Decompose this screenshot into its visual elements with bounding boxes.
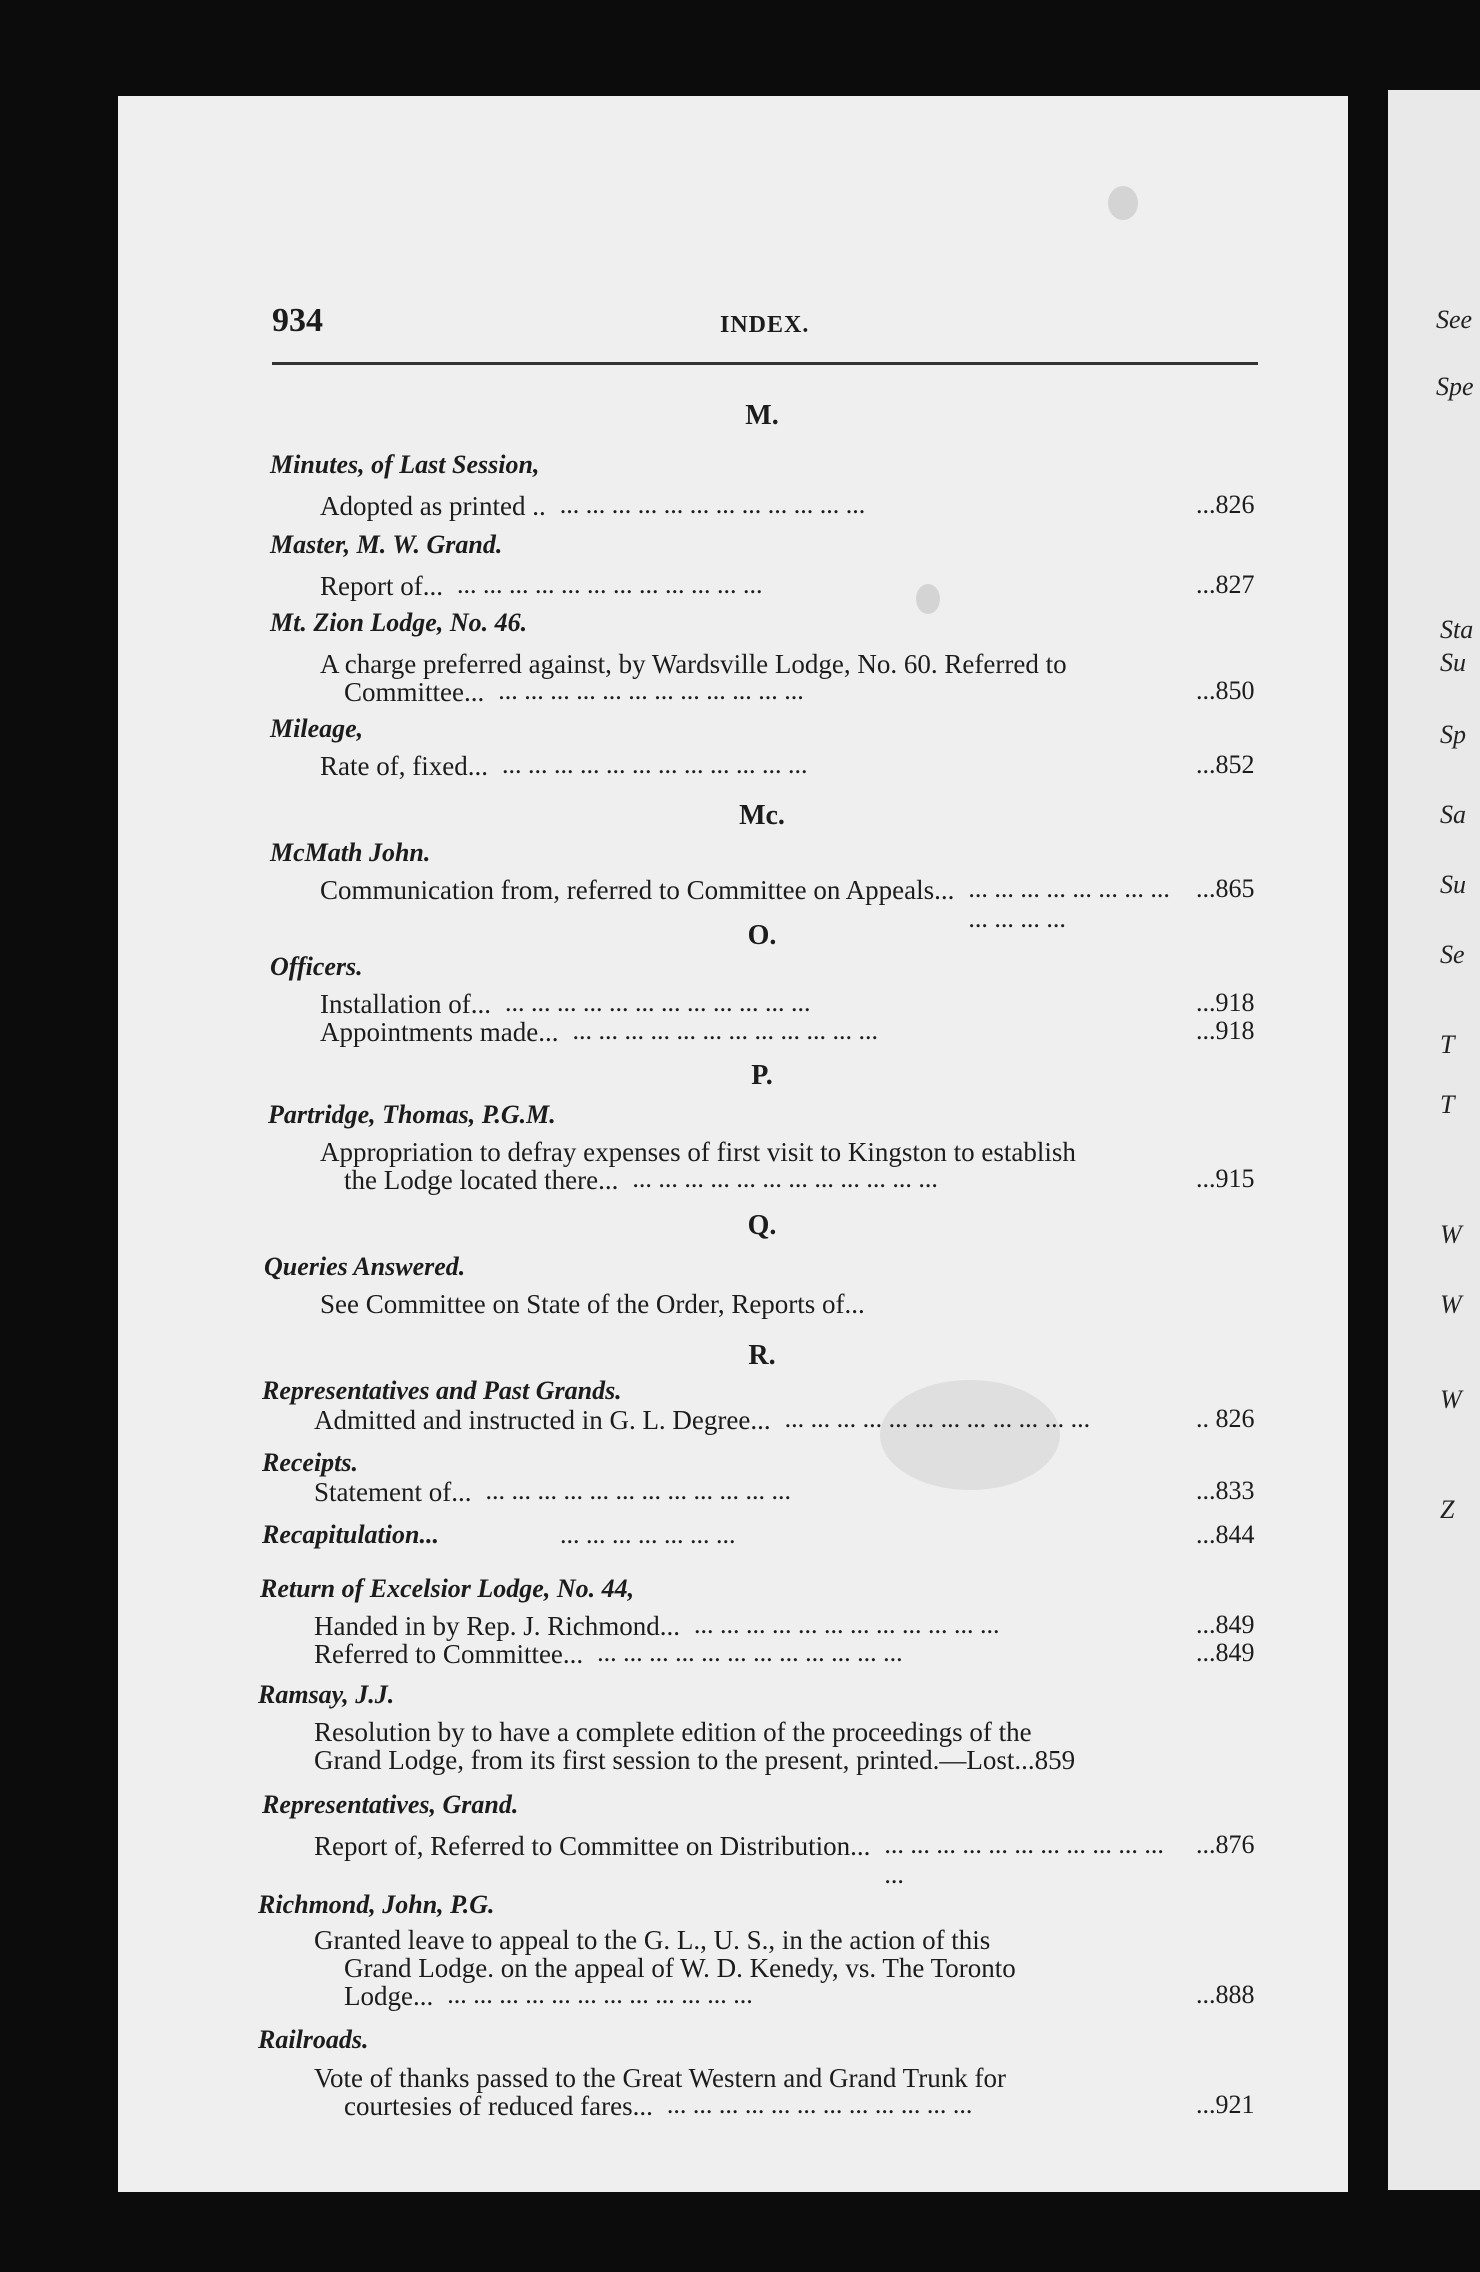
index-entry-heading: Officers.	[270, 952, 363, 981]
index-entry-line	[344, 1980, 433, 2012]
entry-text: Appointments made...	[320, 1017, 559, 1047]
leader-dots: ... ... ... ... ... ... ... ... ... ... ... ...	[572, 1016, 878, 1045]
page-reference: ...921	[1196, 2090, 1255, 2119]
entry-text: Admitted and instructed in G. L. Degree...	[314, 1405, 771, 1435]
index-entry-heading: Receipts.	[262, 1448, 359, 1477]
leader-dots: ... ... ... ... ... ... ... ... ... ... ... ...	[504, 988, 811, 1017]
index-entry-line	[320, 1016, 558, 1048]
index-entry-heading: Representatives and Past Grands.	[262, 1376, 622, 1405]
entry-text: See Committee on State of the Order, Reports of...	[320, 1289, 865, 1319]
facing-page-text-fragment: W	[1440, 1220, 1462, 1249]
facing-page-text-fragment: Su	[1440, 870, 1466, 899]
entry-text: A charge preferred against, by Wardsville Lodge, No. 60. Referred to	[320, 649, 1067, 679]
leader-dots: ... ... ... ... ... ... ... ... ... ... ... ...	[597, 1638, 903, 1667]
leader-dots: ... ... ... ... ... ... ... ... ... ... ... ...	[632, 1164, 938, 1193]
facing-page-text-fragment: W	[1440, 1290, 1462, 1319]
entry-text: Lodge...	[344, 1981, 434, 2011]
leader-dots: ... ... ... ... ... ... ... ... ... ... ... ...	[666, 2090, 973, 2119]
index-entry-heading: Recapitulation...	[262, 1520, 439, 1549]
facing-page-text-fragment: T	[1440, 1030, 1455, 1059]
index-entry-line	[314, 1638, 583, 1670]
index-entry-line	[320, 570, 443, 602]
section-letter: Q.	[747, 1210, 777, 1241]
section-letter: Mc.	[739, 800, 785, 831]
index-entry-line	[320, 750, 488, 782]
page-reference: ...876	[1196, 1830, 1255, 1859]
leader-dots: ... ... ... ... ... ... ... ... ... ... ... ...	[485, 1476, 791, 1505]
ink-smudge	[1108, 186, 1138, 220]
page-reference: ...849	[1196, 1610, 1255, 1639]
index-entry-line	[320, 874, 954, 906]
index-entry-heading: Richmond, John, P.G.	[258, 1890, 495, 1919]
leader-dots: ... ... ... ... ... ... ... ... ... ... ... ...	[884, 1830, 1164, 1889]
facing-page-text-fragment: Sta	[1440, 615, 1474, 644]
page-reference: ...833	[1196, 1476, 1255, 1505]
index-entry-line	[320, 1288, 865, 1320]
index-entry-heading: McMath John.	[270, 838, 431, 867]
index-entry-line	[314, 1404, 771, 1436]
page-reference: ...888	[1196, 1980, 1255, 2009]
leader-dots: ... ... ... ... ... ... ... ... ... ... ... ...	[693, 1610, 1000, 1639]
leader-dots: ... ... ... ... ... ... ... ... ... ... ... ...	[447, 1980, 753, 2009]
page-reference: ...850	[1196, 676, 1255, 705]
index-entry-line	[344, 676, 484, 708]
index-entry-heading: Minutes, of Last Session,	[270, 450, 540, 479]
page-header	[272, 298, 1258, 365]
entry-text: the Lodge located there...	[344, 1165, 619, 1195]
entry-text: Adopted as printed ..	[320, 491, 546, 521]
facing-page-text-fragment: T	[1440, 1090, 1455, 1119]
facing-page-text-fragment: Spe	[1436, 372, 1474, 401]
entry-text: Grand Lodge. on the appeal of W. D. Kenedy, vs. The Toronto	[344, 1953, 1016, 1983]
page-reference: ...918	[1196, 1016, 1255, 1045]
facing-page-text-fragment: Z	[1440, 1495, 1455, 1524]
section-letter: M.	[745, 400, 779, 431]
page-reference: ...918	[1196, 988, 1255, 1017]
entry-text: courtesies of reduced fares...	[344, 2091, 653, 2121]
index-entry-heading: Return of Excelsior Lodge, No. 44,	[260, 1574, 635, 1603]
index-entry-heading: Master, M. W. Grand.	[270, 530, 503, 559]
entry-text: Committee...	[344, 677, 485, 707]
entry-text: Rate of, fixed...	[320, 751, 488, 781]
page-reference: .. 826	[1196, 1404, 1255, 1433]
leader-dots: ... ... ... ... ... ... ... ... ... ... ... ...	[559, 490, 866, 519]
page-reference: ...844	[1196, 1520, 1255, 1549]
index-entry-heading: Railroads.	[258, 2025, 369, 2054]
facing-page-text-fragment: Se	[1440, 940, 1465, 969]
facing-page-text-fragment: Sp	[1440, 720, 1466, 749]
leader-dots: ... ... ... ... ... ... ... ... ... ... ... ...	[498, 676, 804, 705]
facing-page-text-fragment: Su	[1440, 648, 1466, 677]
running-head: INDEX.	[720, 312, 810, 338]
index-entry-line	[344, 1164, 618, 1196]
page-reference: ...852	[1196, 750, 1255, 779]
entry-text: Appropriation to defray expenses of first visit to Kingston to establish	[320, 1137, 1076, 1167]
leader-dots: ... ... ... ... ... ... ... ... ... ... ... ...	[968, 874, 1170, 933]
entry-text: Granted leave to appeal to the G. L., U. S., in the action of this	[314, 1925, 991, 1955]
entry-text: Grand Lodge, from its first session to the present, printed.—Lost...859	[314, 1745, 1076, 1775]
entry-text: Handed in by Rep. J. Richmond...	[314, 1611, 680, 1641]
section-letter: R.	[748, 1340, 776, 1371]
facing-page-text-fragment: See	[1436, 305, 1473, 334]
page-reference: ...915	[1196, 1164, 1255, 1193]
entry-text: Referred to Committee...	[314, 1639, 584, 1669]
index-entry-heading: Queries Answered.	[264, 1252, 466, 1281]
page-reference: ...826	[1196, 490, 1255, 519]
index-entry-line	[320, 490, 546, 522]
facing-page-text-fragment: W	[1440, 1385, 1462, 1414]
index-entry-heading: Partridge, Thomas, P.G.M.	[268, 1100, 556, 1129]
index-entry-heading: Mileage,	[270, 714, 364, 743]
section-letter: P.	[751, 1060, 773, 1091]
leader-dots: ... ... ... ... ... ... ... ... ... ... ... ...	[501, 750, 808, 779]
entry-text: Communication from, referred to Committee on Appeals...	[320, 875, 955, 905]
ink-smudge	[880, 1380, 1060, 1490]
leader-dots: ... ... ... ... ... ... ... ... ... ... ... ...	[784, 1404, 1091, 1433]
index-entry-line	[314, 1476, 471, 1508]
page-reference: ...849	[1196, 1638, 1255, 1667]
leader-dots: ... ... ... ... ... ... ...	[560, 1520, 736, 1549]
index-entry-line	[344, 2090, 653, 2122]
index-entry-line	[314, 1744, 1075, 1776]
page-reference: ...827	[1196, 570, 1255, 599]
facing-page-edge	[1388, 90, 1480, 2190]
entry-text: Installation of...	[320, 989, 491, 1019]
facing-page-text-fragment: Sa	[1440, 800, 1466, 829]
entry-text: Statement of...	[314, 1477, 472, 1507]
entry-text: Resolution by to have a complete edition of the proceedings of the	[314, 1717, 1032, 1747]
index-entry-heading: Mt. Zion Lodge, No. 46.	[270, 608, 528, 637]
index-entry-heading: Representatives, Grand.	[262, 1790, 519, 1819]
leader-dots: ... ... ... ... ... ... ... ... ... ... ... ...	[456, 570, 763, 599]
section-letter: O.	[747, 920, 777, 951]
index-entry-heading: Ramsay, J.J.	[258, 1680, 395, 1709]
index-entry-line	[314, 1830, 870, 1862]
page-number: 934	[272, 302, 323, 339]
entry-text: Vote of thanks passed to the Great Western and Grand Trunk for	[314, 2063, 1006, 2093]
entry-text: Report of...	[320, 571, 443, 601]
page-reference: ...865	[1196, 874, 1255, 903]
entry-text: Report of, Referred to Committee on Distribution...	[314, 1831, 871, 1861]
